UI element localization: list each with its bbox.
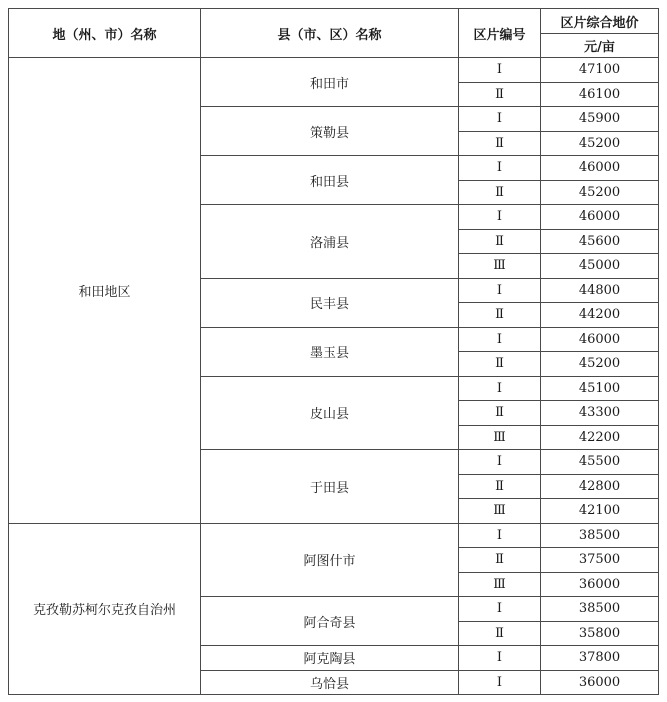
zone-number: Ⅲ <box>459 572 541 597</box>
county-name: 和田县 <box>201 156 459 205</box>
county-name: 皮山县 <box>201 376 459 450</box>
table-row <box>9 58 659 83</box>
zone-price: 42200 <box>541 425 659 450</box>
zone-number: Ⅱ <box>459 621 541 646</box>
zone-price: 43300 <box>541 401 659 426</box>
header-prefecture: 地（州、市）名称 <box>9 9 201 58</box>
zone-price: 45200 <box>541 352 659 377</box>
zone-number: Ⅲ <box>459 425 541 450</box>
header-unit: 元/亩 <box>541 34 659 58</box>
zone-number: Ⅱ <box>459 82 541 107</box>
zone-number: Ⅰ <box>459 278 541 303</box>
prefecture-name: 和田地区 <box>9 58 201 524</box>
county-name: 洛浦县 <box>201 205 459 279</box>
zone-price: 42100 <box>541 499 659 524</box>
zone-number: Ⅱ <box>459 352 541 377</box>
zone-price: 46000 <box>541 156 659 181</box>
zone-number: Ⅰ <box>459 327 541 352</box>
zone-number: Ⅰ <box>459 450 541 475</box>
zone-number: Ⅰ <box>459 597 541 622</box>
zone-price: 47100 <box>541 58 659 83</box>
zone-price: 45500 <box>541 450 659 475</box>
zone-number: Ⅱ <box>459 131 541 156</box>
zone-price: 45100 <box>541 376 659 401</box>
zone-price: 36000 <box>541 670 659 695</box>
header-county: 县（市、区）名称 <box>201 9 459 58</box>
county-name: 乌恰县 <box>201 670 459 695</box>
header-row <box>9 9 659 34</box>
zone-price: 45200 <box>541 180 659 205</box>
table-body <box>9 58 659 695</box>
zone-price: 46100 <box>541 82 659 107</box>
zone-number: Ⅱ <box>459 180 541 205</box>
zone-price: 38500 <box>541 597 659 622</box>
zone-number: Ⅱ <box>459 474 541 499</box>
land-price-table <box>8 8 658 694</box>
county-name: 和田市 <box>201 58 459 107</box>
zone-number: Ⅰ <box>459 107 541 132</box>
county-name: 阿合奇县 <box>201 597 459 646</box>
zone-number: Ⅱ <box>459 229 541 254</box>
zone-number: Ⅰ <box>459 646 541 671</box>
zone-price: 42800 <box>541 474 659 499</box>
zone-number: Ⅱ <box>459 548 541 573</box>
zone-number: Ⅰ <box>459 205 541 230</box>
zone-number: Ⅰ <box>459 376 541 401</box>
zone-price: 37800 <box>541 646 659 671</box>
county-name: 于田县 <box>201 450 459 524</box>
zone-price: 45600 <box>541 229 659 254</box>
zone-price: 45200 <box>541 131 659 156</box>
table-row <box>9 523 659 548</box>
county-name: 策勒县 <box>201 107 459 156</box>
zone-price: 45900 <box>541 107 659 132</box>
zone-number: Ⅱ <box>459 303 541 328</box>
county-name: 阿图什市 <box>201 523 459 597</box>
zone-number: Ⅱ <box>459 401 541 426</box>
zone-number: Ⅰ <box>459 523 541 548</box>
zone-number: Ⅲ <box>459 254 541 279</box>
zone-price: 35800 <box>541 621 659 646</box>
zone-number: Ⅰ <box>459 670 541 695</box>
zone-price: 44800 <box>541 278 659 303</box>
zone-price: 36000 <box>541 572 659 597</box>
zone-number: Ⅲ <box>459 499 541 524</box>
county-name: 阿克陶县 <box>201 646 459 671</box>
zone-price: 46000 <box>541 205 659 230</box>
header-zone-number: 区片编号 <box>459 9 541 58</box>
county-name: 民丰县 <box>201 278 459 327</box>
zone-price: 46000 <box>541 327 659 352</box>
zone-price: 44200 <box>541 303 659 328</box>
price-table <box>8 8 659 695</box>
zone-price: 37500 <box>541 548 659 573</box>
county-name: 墨玉县 <box>201 327 459 376</box>
prefecture-name: 克孜勒苏柯尔克孜自治州 <box>9 523 201 695</box>
zone-number: Ⅰ <box>459 156 541 181</box>
zone-number: Ⅰ <box>459 58 541 83</box>
zone-price: 38500 <box>541 523 659 548</box>
zone-price: 45000 <box>541 254 659 279</box>
header-price: 区片综合地价 <box>541 9 659 34</box>
